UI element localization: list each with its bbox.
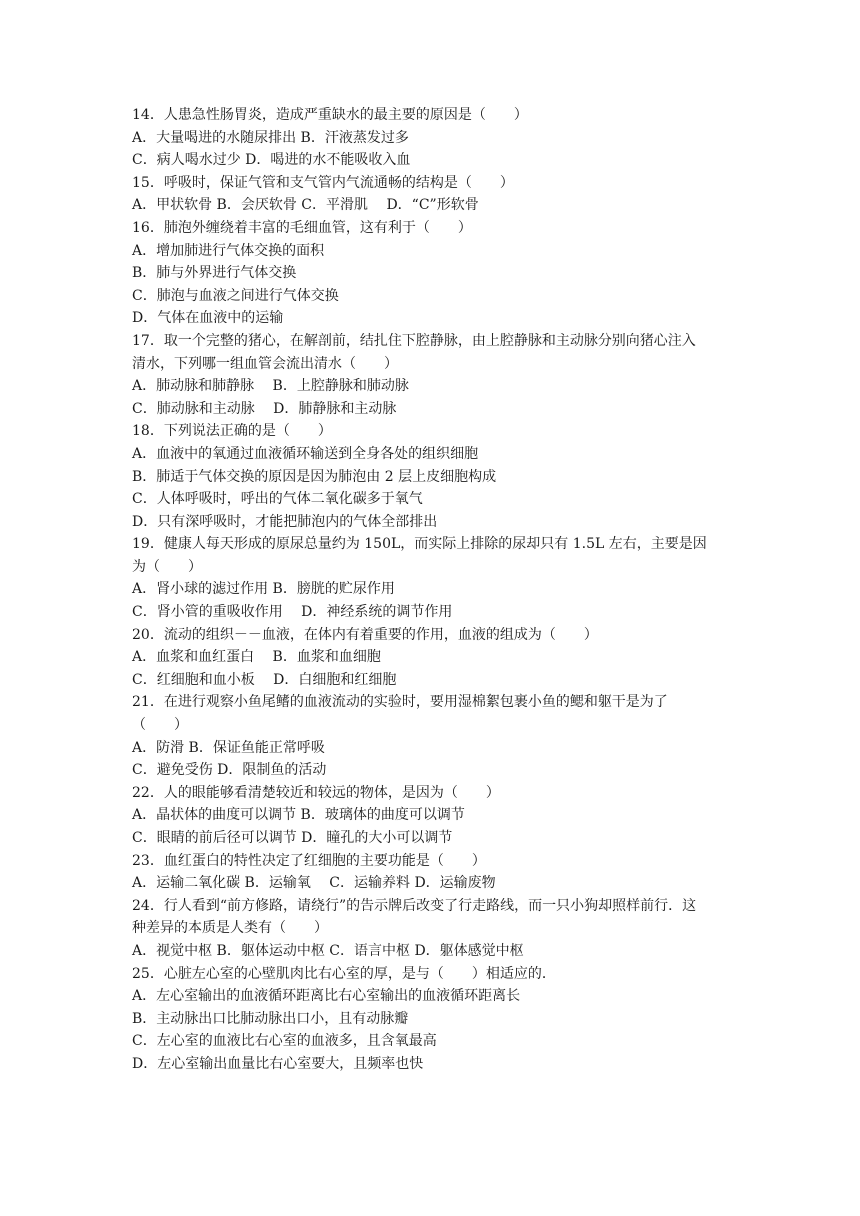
text-line: A．视觉中枢 B．躯体运动中枢 C．语言中枢 D．躯体感觉中枢	[132, 942, 524, 959]
text-line: 24．行人看到“前方修路，请绕行”的告示牌后改变了行走路线，而一只小狗却照样前行．这	[132, 897, 697, 914]
text-line: D．左心室输出血量比右心室要大，且频率也快	[132, 1055, 424, 1072]
text-line: 19．健康人每天形成的原尿总量约为 150L，而实际上排除的尿却只有 1.5L 左右，主要是因	[132, 536, 707, 553]
text-line: A．运输二氧化碳 B．运输氧 C．运输养料 D．运输废物	[132, 875, 496, 892]
text-line: A．防滑 B．保证鱼能正常呼吸	[132, 739, 325, 756]
text-line: A．甲状软骨 B．会厌软骨 C．平滑肌 D．“C”形软骨	[132, 197, 479, 214]
text-line: A．增加肺进行气体交换的面积	[132, 242, 325, 259]
text-line: A．血液中的氧通过血液循环输送到全身各处的组织细胞	[132, 445, 479, 462]
text-line: C．红细胞和血小板 D．白细胞和红细胞	[132, 671, 397, 688]
text-line: B．主动脉出口比肺动脉出口小，且有动脉瓣	[132, 1010, 409, 1027]
text-line: C．左心室的血液比右心室的血液多，且含氧最高	[132, 1033, 437, 1050]
text-line: A．肾小球的滤过作用 B．膀胱的贮尿作用	[132, 581, 395, 598]
text-line: 清水，下列哪一组血管会流出清水（ ）	[132, 355, 398, 372]
text-line: 16．肺泡外缠绕着丰富的毛细血管，这有利于（ ）	[132, 219, 472, 236]
text-line: A．肺动脉和肺静脉 B．上腔静脉和肺动脉	[132, 378, 409, 395]
text-line: A．大量喝进的水随尿排出 B．汗液蒸发过多	[132, 129, 409, 146]
text-line: C．病人喝水过少 D．喝进的水不能吸收入血	[132, 152, 411, 169]
text-line: 14．人患急性肠胃炎，造成严重缺水的最主要的原因是（ ）	[132, 107, 528, 123]
text-line: 23．血红蛋白的特性决定了红细胞的主要功能是（ ）	[132, 852, 486, 869]
text-line: D．气体在血液中的运输	[132, 310, 284, 327]
exam-page	[132, 104, 732, 1076]
text-line: C．肺泡与血液之间进行气体交换	[132, 287, 339, 304]
text-line: C．避免受伤 D．限制鱼的活动	[132, 762, 327, 779]
text-line: 为（ ）	[132, 558, 202, 575]
text-line: （ ）	[132, 717, 188, 734]
text-line: C．眼睛的前后径可以调节 D．瞳孔的大小可以调节	[132, 830, 453, 846]
text-line: 18．下列说法正确的是（ ）	[132, 423, 332, 440]
text-line: 21．在进行观察小鱼尾鳍的血液流动的实验时，要用湿棉絮包裹小鱼的鳃和躯干是为了	[132, 694, 668, 711]
text-line: B．肺与外界进行气体交换	[132, 265, 297, 282]
text-line: A．血浆和血红蛋白 B．血浆和血细胞	[132, 649, 381, 666]
text-line: A．左心室输出的血液循环距离比右心室输出的血液循环距离长	[132, 988, 521, 1005]
text-line: 15．呼吸时，保证气管和支气管内气流通畅的结构是（ ）	[132, 174, 514, 191]
text-line: 25．心脏左心室的心壁肌肉比右心室的厚，是与（ ）相适应的．	[132, 965, 556, 982]
text-line: 17．取一个完整的猪心，在解剖前，结扎住下腔静脉，由上腔静脉和主动脉分别向猪心注入	[132, 332, 696, 349]
text-line: B．肺适于气体交换的原因是因为肺泡由 2 层上皮细胞构成	[132, 468, 497, 485]
text-line: C．肺动脉和主动脉 D．肺静脉和主动脉	[132, 400, 397, 417]
text-line: 22．人的眼能够看清楚较近和较远的物体，是因为（ ）	[132, 784, 500, 801]
text-line: D．只有深呼吸时，才能把肺泡内的气体全部排出	[132, 513, 438, 530]
text-line: A．晶状体的曲度可以调节 B．玻璃体的曲度可以调节	[132, 807, 465, 824]
text-line: C．肾小管的重吸收作用 D．神经系统的调节作用	[132, 604, 453, 621]
text-line: C．人体呼吸时，呼出的气体二氧化碳多于氧气	[132, 491, 423, 508]
text-line: 20．流动的组织－－血液，在体内有着重要的作用，血液的组成为（ ）	[132, 626, 598, 643]
text-line: 种差异的本质是人类有（ ）	[132, 920, 328, 937]
